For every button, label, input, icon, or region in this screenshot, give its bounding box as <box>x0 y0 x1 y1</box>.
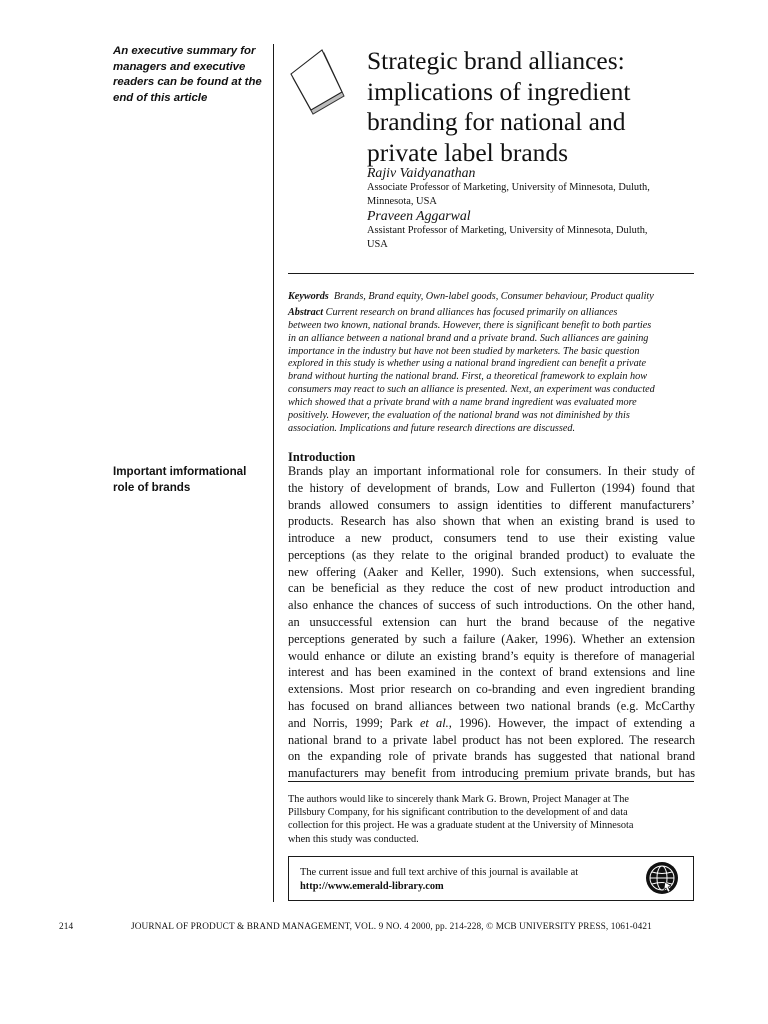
author-name: Praveen Aggarwal <box>367 208 471 223</box>
body-text-line: can be beneficial as they reduce the cost of new product introduction and <box>288 581 695 596</box>
stacked-pages-logo-icon <box>288 48 350 116</box>
executive-summary-note: An executive summary for managers and executive readers can be found at the end of this article <box>113 45 262 104</box>
author-name: Rajiv Vaidyanathan <box>367 165 476 180</box>
journal-citation: JOURNAL OF PRODUCT & BRAND MANAGEMENT, VOL. 9 NO. 4 2000, pp. 214-228, © MCB UNIVERSITY PRESS, 1061-0421 <box>131 922 652 932</box>
body-text-line: on the expanding role of private brands has suggested that national brand <box>288 749 695 764</box>
author-affiliation: Assistant Professor of Marketing, University of Minnesota, Duluth, USA <box>367 225 648 250</box>
body-text-line: brands allowed consumers to assign identities to different manufacturers’ <box>288 497 695 512</box>
body-text-line: interest and has been examined in the context of brand extensions and line <box>288 665 695 680</box>
author-block <box>367 165 697 208</box>
body-text-line: Brands play an important informational role for consumers. In their study of <box>288 464 695 478</box>
archive-link[interactable]: http://www.emerald-library.com <box>300 881 444 892</box>
body-text-line: has focused on brand alliances between two national brands (e.g. McCarthy <box>288 698 695 713</box>
acknowledgement-note: The authors would like to sincerely thank Mark G. Brown, Project Manager at The Pillsbury Company, for his significant contribution to the development of and data collection for this project. He was a graduate student at the University of Minnesota when this study was conducted. <box>288 794 634 845</box>
body-text-line: new offering (Aaker and Keller, 1990). Such extensions, when successful, <box>288 564 695 579</box>
body-text-line: would enhance or dilute an existing brand’s equity is therefore of managerial <box>288 648 695 663</box>
keywords-list: Brands, Brand equity, Own-label goods, Consumer behaviour, Product quality <box>333 291 654 302</box>
header-divider <box>288 273 694 274</box>
body-text-line: the history of development of brands, Low and Fullerton (1994) found that <box>288 480 695 495</box>
body-text-line: perceptions generated by such a failure (Aaker, 1996). Whether an extension <box>288 631 695 646</box>
body-text-line: products. Research has also shown that when an existing brand is used to <box>288 514 695 529</box>
author-block <box>367 208 697 251</box>
body-text-line: also enhance the chances of success of such introductions. On the other hand, <box>288 598 695 613</box>
abstract: Abstract Current research on brand alliances has focused primarily on alliances between two known, national brands. However, there is significant benefit to both parties in an alliance between a national brand and a private brand. Such alliances are gaining importance in the industry but have not been studied by marketers. The basic question explored in this study is whether using a national brand ingredient can benefit a private brand without hurting the national brand. First, a theoretical framework to explain how consumers may react to such an alliance is presented. Next, an experiment was conducted which showed that a private brand with a name brand ingredient was evaluated more positively. However, the evaluation of the national brand was not diminished by this association. Implications and future research directions are discussed. <box>288 307 655 434</box>
introduction-body <box>288 463 695 782</box>
page-number: 214 <box>59 922 74 932</box>
body-text-line: national brand to a private label product has not been explored. The research <box>288 732 695 747</box>
keywords-line <box>288 290 698 303</box>
globe-icon <box>645 861 679 895</box>
abstract-label: Abstract <box>288 307 324 318</box>
body-text-line: perceptions (as they relate to the original branded product) to evaluate the <box>288 547 695 562</box>
body-text-line: and Norris, 1999; Park et al., 1996). However, the impact of extending a <box>288 715 695 730</box>
journal-archive-box <box>288 856 694 901</box>
body-text-line: extensions. Most prior research on co-branding and even ingredient branding <box>288 682 695 697</box>
archive-text: The current issue and full text archive of this journal is available at <box>300 867 579 878</box>
body-text-line: an unsuccessful extension can hurt the brand because of the negative <box>288 615 695 630</box>
body-text-line: manufacturers may benefit from introducing premium private brands, but has <box>288 766 695 781</box>
footnote-divider <box>288 781 694 782</box>
article-title: Strategic brand alliances: implications of ingredient branding for national and private label brands <box>367 46 631 167</box>
margin-section-heading: Important imformational role of brands <box>113 465 247 495</box>
introduction-heading: Introduction <box>288 450 356 464</box>
author-affiliation: Associate Professor of Marketing, University of Minnesota, Duluth, Minnesota, USA <box>367 182 650 207</box>
body-text-line: introduce a new product, consumers tend to use their existing value <box>288 531 695 546</box>
column-divider <box>273 44 274 902</box>
keywords-label: Keywords <box>288 291 329 302</box>
